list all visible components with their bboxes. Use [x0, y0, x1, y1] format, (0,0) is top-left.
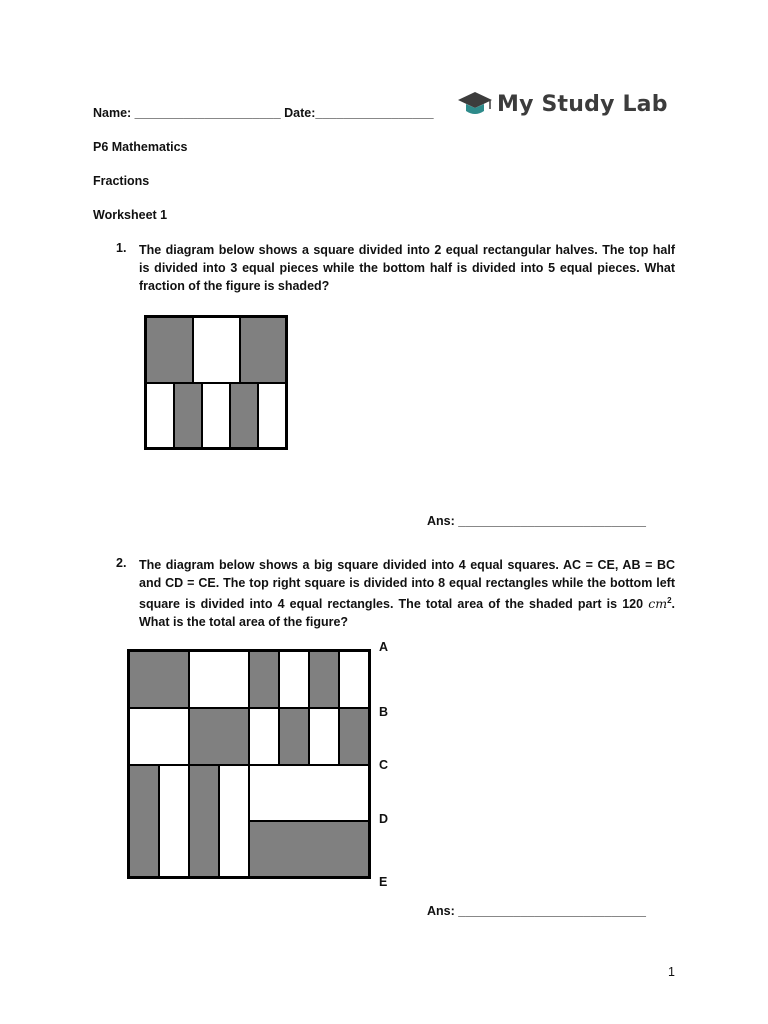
figure-2-strip — [159, 765, 189, 877]
figure-2-strip — [189, 765, 219, 877]
logo-text: My Study Lab — [497, 91, 668, 117]
figure-1-bottom-piece — [174, 383, 202, 448]
point-label-b: B — [379, 705, 389, 719]
logo — [457, 88, 668, 120]
figure-2-square — [189, 708, 249, 765]
question-1-text: The diagram below shows a square divided into 2 equal rectangular halves. The top half is divided into 3 equal pieces while the bottom half is divided into 5 equal pieces. What fraction of the figure is shaded? — [139, 243, 675, 293]
topic-heading: Fractions — [93, 174, 150, 188]
figure-1-bottom-piece — [202, 383, 230, 448]
question-1-number: 1. — [116, 241, 127, 255]
figure-2-rectangle — [339, 708, 369, 765]
figure-2-square — [129, 708, 189, 765]
figure-2-strip — [219, 765, 249, 877]
figure-2-half — [249, 765, 369, 821]
question-1-answer-line[interactable]: Ans: ___________________________ — [427, 514, 646, 528]
figure-1-bottom-piece — [146, 383, 174, 448]
figure-2-square — [129, 651, 189, 708]
question-2-text: The diagram below shows a big square divided into 4 equal squares. AC = CE, AB = BC and CD = CE. The top right square is divided into 8 equal rectangles while the bottom left square is divided into 4 equal rectangles. The total area of the shaded part is 120 $cm^2$. What is the total area of the figure? — [139, 558, 675, 630]
point-label-e: E — [379, 875, 388, 889]
figure-1-bottom-piece — [258, 383, 286, 448]
figure-2-rectangle — [279, 708, 309, 765]
figure-2-rectangle — [339, 651, 369, 708]
figure-1-bottom-piece — [230, 383, 258, 448]
worksheet-heading: Worksheet 1 — [93, 208, 168, 222]
figure-2-half — [249, 821, 369, 877]
question-2-answer-line[interactable]: Ans: ___________________________ — [427, 904, 646, 918]
figure-2-rectangle — [249, 651, 279, 708]
figure-1-top-piece — [240, 317, 286, 383]
question-1-figure — [144, 315, 288, 450]
figure-2-strip — [129, 765, 159, 877]
point-label-c: C — [379, 758, 389, 772]
figure-2-rectangle — [279, 651, 309, 708]
question-2-figure — [127, 649, 371, 879]
point-label-a: A — [379, 640, 389, 654]
figure-2-rectangle — [249, 708, 279, 765]
figure-2-rectangle — [309, 651, 339, 708]
figure-1-top-piece — [193, 317, 240, 383]
figure-1-top-piece — [146, 317, 193, 383]
point-label-d: D — [379, 812, 389, 826]
name-date-line: Name: _____________________ Date:_________________ — [93, 106, 434, 120]
figure-2-rectangle — [309, 708, 339, 765]
subject-heading: P6 Mathematics — [93, 140, 188, 154]
graduation-cap-icon — [457, 89, 493, 119]
page-number: 1 — [668, 965, 675, 979]
question-2-number: 2. — [116, 556, 127, 570]
figure-2-square — [189, 651, 249, 708]
